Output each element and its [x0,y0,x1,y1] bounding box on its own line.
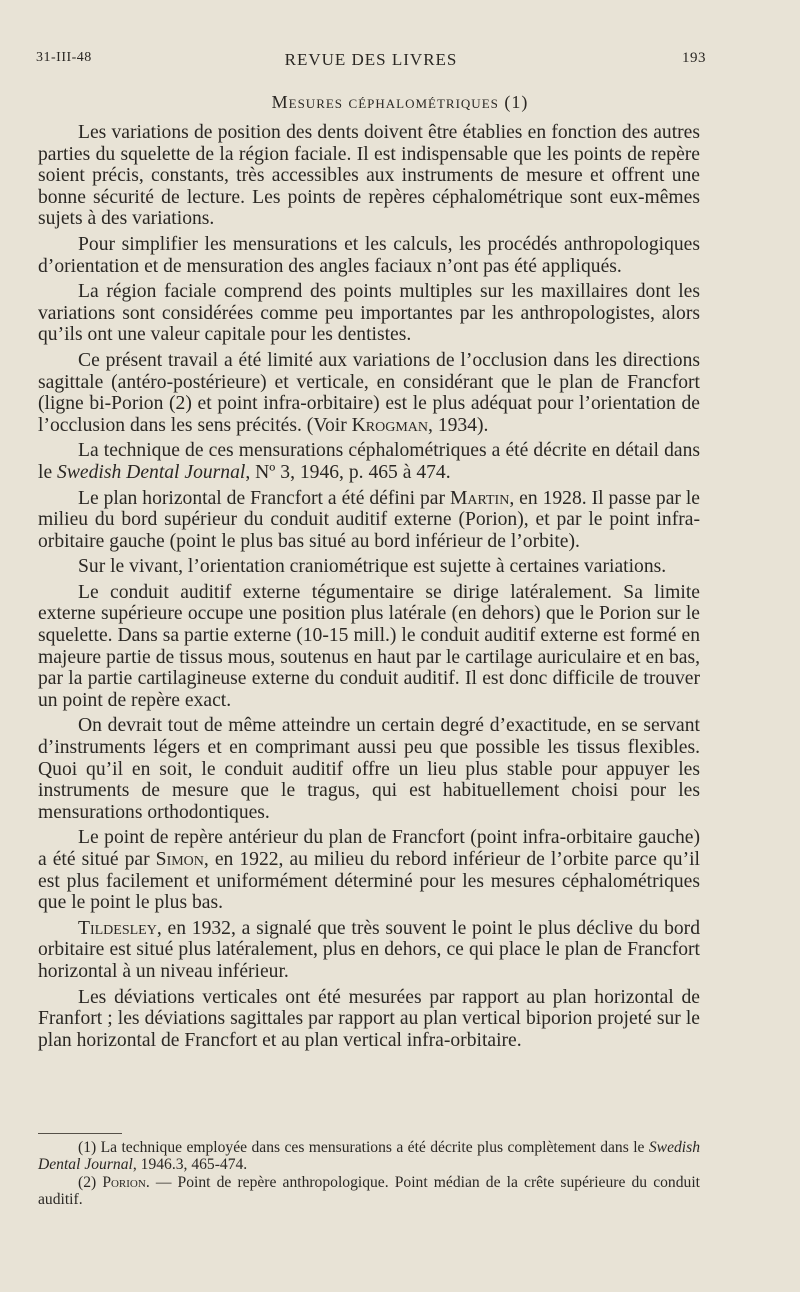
page-number: 193 [682,50,706,66]
paragraph-8: Le conduit auditif externe tégumentaire se dirige latéralement. Sa limite externe supérieure occupe une position plus latérale (en dehors) que le Porion sur le squelette. Dans sa partie externe (10-15 mill.) le conduit auditif externe est formé en majeure partie de tissus mous, soutenus en haut par le cartilage auriculaire et en bas, par la partie cartilagineuse externe du conduit auditif. Il est donc difficile de trouver un point de repère exact. [38,581,700,711]
article-body [38,122,700,1055]
issue-date: 31-III-48 [36,50,92,65]
author-name-simon: Simon [155,849,204,870]
paragraph-6-text: Le plan horizontal de Francfort a été défini par [78,487,445,509]
paragraph-5-end: , Nº 3, 1946, p. 465 à 474. [245,461,451,483]
paragraph-4-text: Ce présent travail a été limité aux variations de l’occlusion dans les directions sagittale (antéro-postérieure) et verticale, en considérant que le plan de Francfort (ligne bi-Porion (2) et point infra-orbitaire) est le plus adéquat pour l’orientation de l’occlusion dans les sens précités. (Voir [38,349,700,436]
paragraph-7: Sur le vivant, l’orientation craniométrique est sujette à certaines variations. [78,556,667,578]
author-name-martin: Martin [449,487,510,509]
paragraph-1: Les variations de position des dents doivent être établies en fonction des autres parties du squelette de la région faciale. Il est indispensable que les points de repère soient précis, constants, très accessibles aux instruments de mesure et offrent une bonne sécurité de lecture. Les points de repères céphalométrique sont eux-mêmes sujets à des variations. [38,122,700,230]
paragraph-11 [38,918,700,983]
footnote-1-journal: Swedish Dental Journal [38,1139,700,1173]
footnote-1-end: , 1946.3, 465-474. [132,1155,248,1173]
footnotes [38,1140,700,1210]
author-name-krogman: Krogman [351,414,429,436]
paragraph-10-end: , en 1922, au milieu du rebord inférieur de l’orbite parce qu’il est plus facilement et uniformément déterminé pour les mesures céphalométriques que le point le plus bas. [38,849,700,914]
author-name-tildesley: Tildesley [78,917,157,939]
paragraph-2: Pour simplifier les mensurations et les calculs, les procédés anthropologiques d’orientation et de mensuration des angles faciaux n’ont pas été appliqués. [38,233,700,277]
paragraph-4-end: , 1934). [428,414,489,436]
title-footnote-ref: (1) [504,92,529,112]
footnote-2-text: . — Point de repère anthropologique. Point médian de la crête supérieure du conduit auditif. [38,1174,700,1208]
journal-section-title: REVUE DES LIVRES [284,50,458,69]
footnote-2-number: (2) [78,1174,97,1192]
paragraph-6 [38,488,700,553]
article-title-text: Mesures céphalométriques [271,92,499,112]
paragraph-5-text: La technique de ces mensurations céphalométriques a été décrite en détail dans le [38,440,700,483]
paragraph-11-text: , en 1932, a signalé que très souvent le point le plus déclive du bord orbitaire est situé plus latéralement, plus en dehors, ce qui place le plan de Francfort horizontal à un niveau inférieur. [38,917,700,982]
article-title [0,92,800,113]
running-header [36,50,706,72]
journal-citation: Swedish Dental Journal [57,461,246,483]
paragraph-6-end: , en 1928. Il passe par le milieu du bord supérieur du conduit auditif externe (Porion), et par le point infra-orbitaire gauche (point le plus bas situé au bord inférieur de l’orbite). [38,487,700,552]
paragraph-9: On devrait tout de même atteindre un certain degré d’exactitude, en se servant d’instruments légers et en comprimant aussi peu que possible les tissus flexibles. Quoi qu’il en soit, le conduit auditif offre un lieu plus stable pour appuyer les instruments de mesure que le tragus, qui est habituellement choisi pour les mensurations orthodontiques. [38,715,700,823]
paragraph-5 [38,440,700,483]
footnote-2 [38,1175,700,1208]
paragraph-10-text: Le point de repère antérieur du plan de Francfort (point infra-orbitaire gauche) a été situé par [38,827,700,870]
footnote-1-text: (1) La technique employée dans ces mensurations a été décrite plus complètement dans le [78,1139,645,1156]
footnote-1 [38,1140,700,1173]
footnote-divider [38,1133,122,1134]
paragraph-12: Les déviations verticales ont été mesurées par rapport au plan horizontal de Franfort ; les déviations sagittales par rapport au plan vertical biporion projeté sur le plan horizontal de Francfort et au plan vertical infra-orbitaire. [38,986,700,1051]
paragraph-10 [38,827,700,913]
footnote-2-term: Porion [102,1174,146,1192]
paragraph-4 [38,350,700,436]
paragraph-3: La région faciale comprend des points multiples sur les maxillaires dont les variations sont considérées comme peu importantes par les anthropologistes, alors qu’ils ont une valeur capitale pour les dentistes. [38,281,700,346]
